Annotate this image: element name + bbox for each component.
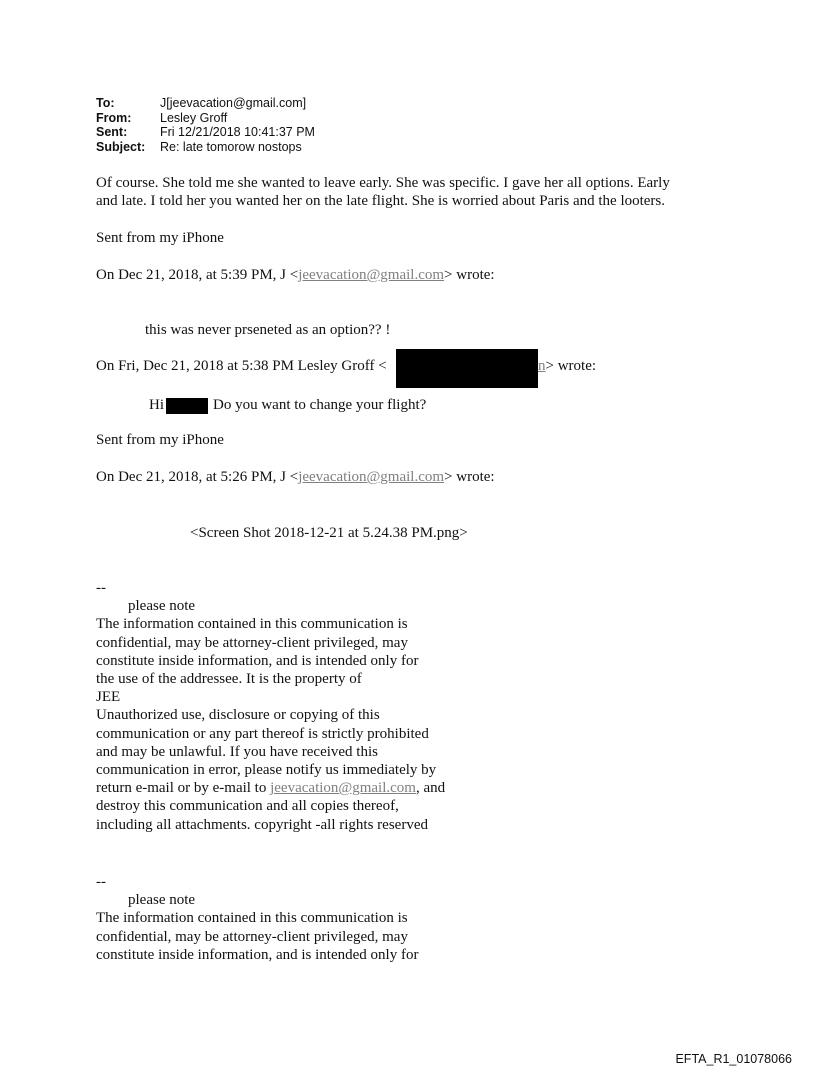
quote-header-1 [96,266,495,284]
redaction-box [166,398,208,414]
paragraph-line: and late. I told her you wanted her on the late flight. She is worried about Paris and the looters. [96,193,666,209]
disclaimer-block-2 [96,873,418,964]
disclaimer-line: destroy this communication and all copies thereof, [96,798,399,815]
disclaimer-line: Unauthorized use, disclosure or copying of this [96,707,380,724]
disclaimer-line: JEE [96,689,121,706]
disclaimer-line: The information contained in this communication is [96,616,408,633]
sent-row [96,125,315,140]
text: , and [415,780,446,797]
document-id: EFTA_R1_01078066 [675,1052,792,1066]
email-header [96,96,315,154]
sent-from-iphone-2: Sent from my iPhone [96,432,224,448]
subject-label: Subject: [96,139,146,154]
quote-header-2 [96,357,387,375]
quote-header-2-tail [538,357,596,375]
to-value: J[jeevacation@gmail.com] [160,96,307,110]
quote-prefix: On Dec 21, 2018, at 5:39 PM, J < [96,267,299,283]
hi-word: Hi [149,397,164,413]
disclaimer-block-1 [96,579,445,834]
quote-header-3 [96,468,495,486]
email-link[interactable]: jeevacation@gmail.com [298,469,445,485]
from-label: From: [96,110,132,125]
disclaimer-line: including all attachments. copyright -all rights reserved [96,816,428,833]
disclaimer-line: The information contained in this communication is [96,910,408,927]
disclaimer-line [96,779,445,797]
quote-suffix: > wrote: [444,469,495,485]
sent-from-iphone: Sent from my iPhone [96,230,224,246]
quote-suffix: > wrote: [545,358,597,374]
body-paragraph-1 [96,174,670,210]
redaction-box [396,349,538,388]
hi-line [149,396,426,414]
disclaimer-line: confidential, may be attorney-client privileged, may [96,634,408,651]
text: return e-mail or by e-mail to [96,780,271,797]
disclaimer-line: constitute inside information, and is intended only for [96,652,419,669]
separator: -- [96,874,106,890]
hi-rest: Do you want to change your flight? [213,397,427,413]
disclaimer-line: and may be unlawful. If you have received this [96,743,378,760]
to-label: To: [96,96,115,110]
from-value: Lesley Groff [160,110,228,125]
to-row [96,96,315,111]
separator: -- [96,580,106,596]
sent-value: Fri 12/21/2018 10:41:37 PM [160,125,315,139]
quoted-message: this was never prseneted as an option?? ! [145,322,391,338]
sent-label: Sent: [96,125,128,139]
disclaimer-line: communication in error, please notify us immediately by [96,762,437,779]
email-link-tail[interactable]: n [538,358,546,374]
please-note: please note [128,892,196,909]
disclaimer-line: confidential, may be attorney-client privileged, may [96,928,408,945]
disclaimer-line: communication or any part thereof is strictly prohibited [96,725,429,742]
quote-prefix: On Fri, Dec 21, 2018 at 5:38 PM Lesley Groff < [96,358,387,374]
subject-value: Re: late tomorow nostops [160,139,302,154]
disclaimer-line: constitute inside information, and is intended only for [96,946,419,963]
attachment-reference: <Screen Shot 2018-12-21 at 5.24.38 PM.png> [190,525,468,541]
email-link[interactable]: jeevacation@gmail.com [298,267,445,283]
email-link[interactable]: jeevacation@gmail.com [270,780,416,797]
from-row [96,111,315,126]
disclaimer-line: the use of the addressee. It is the property of [96,671,362,688]
quote-prefix: On Dec 21, 2018, at 5:26 PM, J < [96,469,299,485]
paragraph-line: Of course. She told me she wanted to leave early. She was specific. I gave her all options. Early [96,175,670,191]
please-note: please note [128,598,196,615]
quote-suffix: > wrote: [444,267,495,283]
subject-row [96,140,315,155]
